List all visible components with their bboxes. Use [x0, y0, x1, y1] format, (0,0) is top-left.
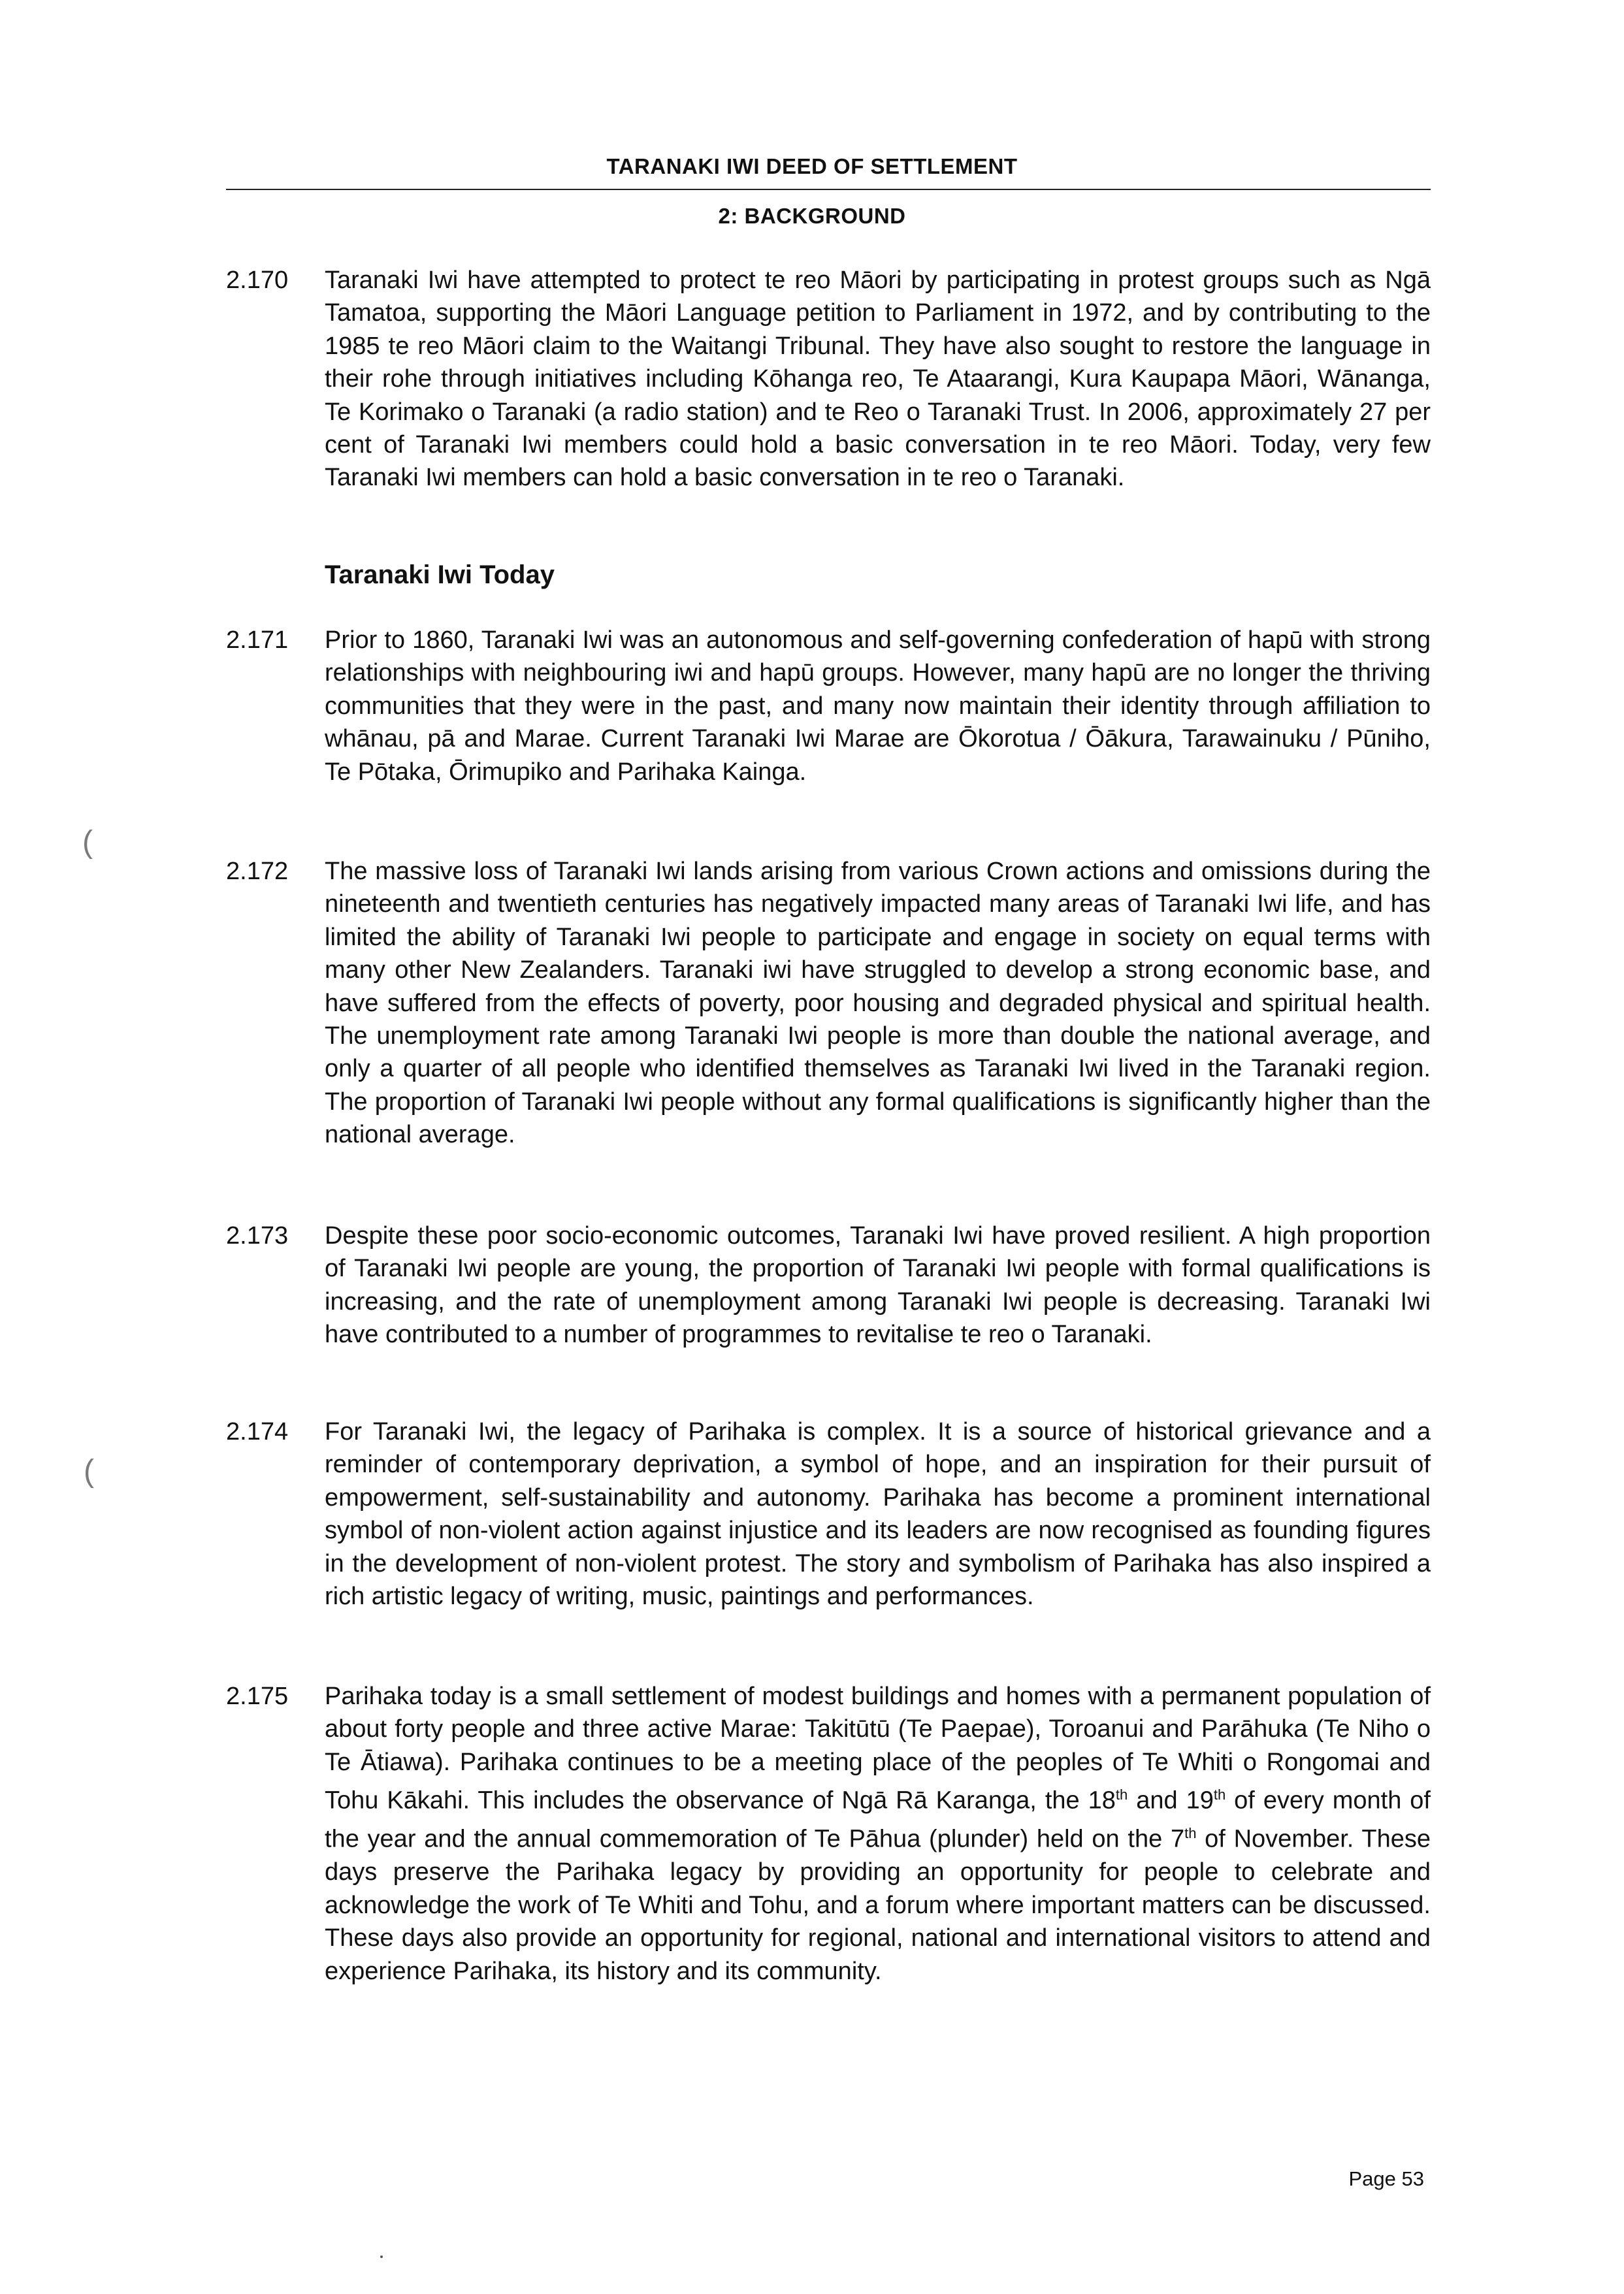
paragraph-text-part: Parihaka today is a small settlement of modest buildings and homes with a permanent population of about forty people and three active Marae: Takitūtū (Te Paepae), Toroanui and Parāhuka (Te Niho o Te Ātiawa). Parihaka continues to be a meeting place of the peoples of Te Whiti o Rongomai and Tohu Kākahi. This includes the observance of Ngā Rā Karanga, the 18	[325, 1683, 1431, 1815]
page-number: Page 53	[1348, 2167, 1424, 2190]
paragraph-text: Prior to 1860, Taranaki Iwi was an autonomous and self-governing confederation of hapū with strong relationships with neighbouring iwi and hapū groups. However, many hapū are no longer the thriving communities that they were in the past, and many now maintain their identity through affiliation to whānau, pā and Marae. Current Taranaki Iwi Marae are Ōkorotua / Ōākura, Tarawainuku / Pūniho, Te Pōtaka, Ōrimupiko and Parihaka Kainga.	[325, 626, 1431, 786]
ordinal-suffix: th	[1213, 1786, 1226, 1803]
paragraph-text: For Taranaki Iwi, the legacy of Parihaka is complex. It is a source of historical grievance and a reminder of contemporary deprivation, a symbol of hope, and an inspiration for their pursuit of empowerment, self-sustainability and autonomy. Parihaka has become a prominent international symbol of non-violent action against injustice and its leaders are now recognised as founding figures in the development of non-violent protest. The story and symbolism of Parihaka has also inspired a rich artistic legacy of writing, music, paintings and performances.	[325, 1418, 1431, 1611]
paragraph-2-173	[226, 1220, 1431, 1351]
paragraph-text	[325, 1680, 1431, 1988]
paragraph-2-172	[226, 855, 1431, 1152]
paragraph-2-170	[226, 264, 1431, 494]
section-heading: 2: BACKGROUND	[718, 204, 906, 228]
scan-mark-bracket: (	[84, 1454, 94, 1489]
paragraph-number: 2.175	[226, 1683, 289, 1710]
scan-speck	[380, 2255, 383, 2258]
subheading-taranaki-iwi-today: Taranaki Iwi Today	[325, 560, 555, 589]
document-title: TARANAKI IWI DEED OF SETTLEMENT	[606, 154, 1018, 178]
paragraph-2-174	[226, 1415, 1431, 1613]
header-rule	[226, 189, 1431, 190]
paragraph-number: 2.171	[226, 626, 289, 654]
scan-mark-bracket: (	[82, 825, 93, 860]
paragraph-text-part: and 19	[1128, 1786, 1214, 1815]
paragraph-2-175	[226, 1680, 1431, 1988]
paragraph-number: 2.170	[226, 267, 289, 294]
paragraph-number: 2.173	[226, 1222, 289, 1250]
paragraph-number: 2.172	[226, 858, 289, 885]
paragraph-text: Taranaki Iwi have attempted to protect te reo Māori by participating in protest groups such as Ngā Tamatoa, supporting the Māori Language petition to Parliament in 1972, and by contributing to the 1985 te reo Māori claim to the Waitangi Tribunal. They have also sought to restore the language in their rohe through initiatives including Kōhanga reo, Te Ataarangi, Kura Kaupapa Māori, Wānanga, Te Korimako o Taranaki (a radio station) and te Reo o Taranaki Trust. In 2006, approximately 27 per cent of Taranaki Iwi members could hold a basic conversation in te reo Māori. Today, very few Taranaki Iwi members can hold a basic conversation in te reo o Taranaki.	[325, 267, 1431, 492]
paragraph-text: Despite these poor socio-economic outcomes, Taranaki Iwi have proved resilient. A high proportion of Taranaki Iwi people are young, the proportion of Taranaki Iwi people with formal qualifications is increasing, and the rate of unemployment among Taranaki Iwi people is decreasing. Taranaki Iwi have contributed to a number of programmes to revitalise te reo o Taranaki.	[325, 1222, 1431, 1349]
paragraph-text-part: of every month of the year and the annual commemoration of Te Pāhua (plunder) held on the 7	[325, 1786, 1431, 1853]
paragraph-text-part: of November. These days preserve the Parihaka legacy by providing an opportunity for people to celebrate and acknowledge the work of Te Whiti and Tohu, and a forum where important matters can be discussed. These days also provide an opportunity for regional, national and international visitors to attend and experience Parihaka, its history and its community.	[325, 1825, 1431, 1985]
ordinal-suffix: th	[1184, 1825, 1197, 1842]
paragraph-text: The massive loss of Taranaki Iwi lands arising from various Crown actions and omissions during the nineteenth and twentieth centuries has negatively impacted many areas of Taranaki Iwi life, and has limited the ability of Taranaki Iwi people to participate and engage in society on equal terms with many other New Zealanders. Taranaki iwi have struggled to develop a strong economic base, and have suffered from the effects of poverty, poor housing and degraded physical and spiritual health. The unemployment rate among Taranaki Iwi people is more than double the national average, and only a quarter of all people who identified themselves as Taranaki Iwi lived in the Taranaki region. The proportion of Taranaki Iwi people without any formal qualifications is significantly higher than the national average.	[325, 858, 1431, 1149]
ordinal-suffix: th	[1115, 1786, 1128, 1803]
paragraph-number: 2.174	[226, 1418, 289, 1446]
paragraph-2-171	[226, 624, 1431, 788]
